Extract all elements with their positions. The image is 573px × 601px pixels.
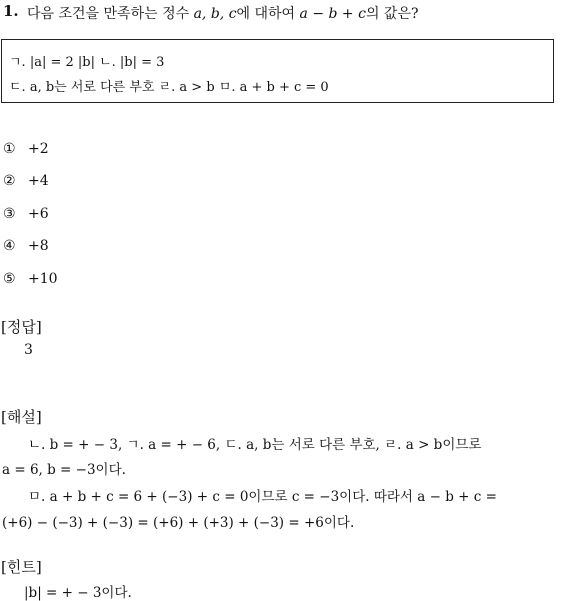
choice-marker: ⑤: [3, 271, 16, 287]
question-expression: a − b + c: [299, 6, 366, 22]
choice-text: +4: [28, 173, 49, 189]
choice-marker: ③: [3, 206, 16, 222]
explanation-line-3: ㅁ. a + b + c = 6 + (−3) + c = 0이므로 c = −3이다. 따라서 a − b + c =: [28, 489, 497, 505]
choice-marker: ④: [3, 238, 16, 254]
explanation-line-2: a = 6, b = −3이다.: [2, 462, 126, 478]
condition-line-1: ㄱ. |a| = 2 |b| ㄴ. |b| = 3: [9, 55, 165, 70]
choice-item: [3, 238, 49, 254]
question-suffix: 의 값은?: [365, 6, 419, 22]
choice-item: [3, 206, 49, 222]
choice-text: +6: [28, 206, 49, 222]
question-text: [27, 3, 418, 23]
question-middle: 에 대하여: [236, 6, 296, 22]
explanation-line-4: (+6) − (−3) + (−3) = (+6) + (+3) + (−3) = +6이다.: [2, 515, 355, 531]
choice-item: [3, 173, 49, 189]
choice-marker: ②: [3, 173, 16, 189]
hint-header: [힌트]: [1, 558, 42, 576]
question-prefix: 다음 조건을 만족하는 정수: [27, 6, 190, 22]
choice-text: +8: [28, 238, 49, 254]
answer-header: [정답]: [1, 318, 42, 336]
choice-text: +2: [28, 141, 49, 157]
choice-text: +10: [28, 271, 58, 287]
explanation-header: [해설]: [1, 408, 42, 426]
hint-text: |b| = + − 3이다.: [24, 585, 132, 601]
choice-item: [3, 271, 58, 287]
explanation-line-1: ㄴ. b = + − 3, ㄱ. a = + − 6, ㄷ. a, b는 서로 다른 부호, ㄹ. a > b이므로: [28, 437, 482, 453]
question-number: 1.: [3, 2, 19, 20]
choice-marker: ①: [3, 141, 16, 157]
question-vars: a, b, c: [193, 6, 237, 22]
condition-line-2: ㄷ. a, b는 서로 다른 부호 ㄹ. a > b ㅁ. a + b + c = 0: [9, 80, 329, 95]
answer-value: 3: [24, 342, 33, 358]
choice-item: [3, 141, 49, 157]
